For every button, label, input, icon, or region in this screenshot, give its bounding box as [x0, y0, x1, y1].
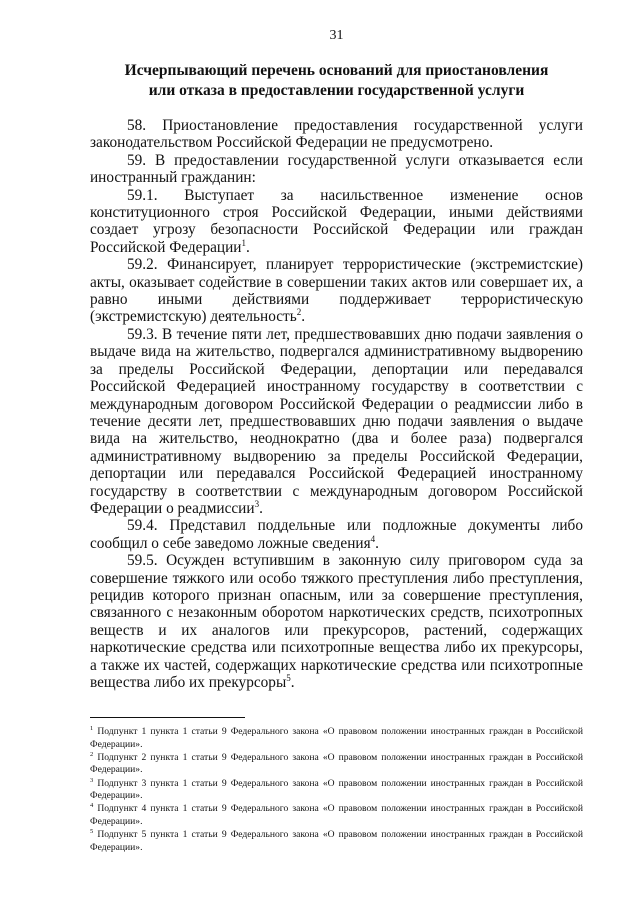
paragraph-59-4 — [90, 517, 583, 552]
footnote-ref: 4 — [370, 533, 376, 544]
paragraph-text: 59.2. Финансирует, планирует террористические (экстремистские) акты, оказывает содействие в совершении таких актов или совершает их, а равно иными действиями поддерживает террористическую (экстремистскую) деятельность — [90, 256, 583, 326]
footnotes — [90, 726, 583, 855]
paragraph-end: . — [245, 238, 250, 256]
footnote-3 — [90, 778, 583, 803]
footnote-text: Подпункт 4 пункта 1 статьи 9 Федерального закона «О правовом положении иностранных граждан в Российской Федерации». — [90, 803, 583, 827]
page-number: 31 — [329, 28, 344, 43]
footnote-text: Подпункт 5 пункта 1 статьи 9 Федерального закона «О правовом положении иностранных граждан в Российской Федерации». — [90, 829, 583, 853]
paragraph-end: . — [259, 499, 263, 517]
footnote-5 — [90, 829, 583, 854]
section-heading-line-2: или отказа в предоставлении государственной услуги — [148, 82, 525, 99]
footnote-number: 3 — [90, 776, 94, 784]
paragraph-59 — [90, 152, 583, 187]
footnote-text: Подпункт 2 пункта 1 статьи 9 Федерального закона «О правовом положении иностранных граждан в Российской Федерации». — [90, 751, 583, 776]
paragraph-end: . — [290, 674, 295, 691]
footnote-text: Подпункт 1 пункта 1 статьи 9 Федерального закона «О правовом положении иностранных граждан в Российской Федерации». — [90, 726, 583, 750]
paragraph-59-1 — [90, 187, 583, 257]
paragraph-text: 58. Приостановление предоставления государственной услуги законодательством Российской Федерации не предусмотрено. — [90, 117, 583, 152]
paragraph-end: . — [375, 534, 379, 552]
paragraph-59-3 — [90, 326, 583, 517]
section-heading-line-1: Исчерпывающий перечень оснований для приостановления — [124, 62, 549, 79]
footnote-ref: 2 — [296, 307, 302, 318]
footnote-divider — [90, 717, 245, 718]
paragraph-text: 59.3. В течение пяти лет, предшествовавших дню подачи заявления о выдаче вида на жительство, подвергался административному выдворению за пределы Российской Федерации, депортации или передавался Российской Федерацией иностранному государству в соответствии с международным договором Российской Федерации о реадмиссии либо в течение десяти лет, предшествовавших дню подачи заявления о выдаче вида на жительство, неоднократно (два и более раза) подвергался административному выдворению за пределы Российской Федерации, депортации или передавался Российской Федерацией иностранному государству в соответствии с международным договором Российской Федерации о реадмиссии — [90, 325, 583, 517]
paragraph-text: 59. В предоставлении государственной услуги отказывается если иностранный гражданин: — [90, 151, 583, 187]
footnote-ref: 3 — [254, 498, 260, 509]
paragraph-58 — [90, 117, 583, 152]
footnote-text: Подпункт 3 пункта 1 статьи 9 Федерального закона «О правовом положении иностранных граждан в Российской Федерации». — [90, 777, 583, 802]
footnote-4 — [90, 803, 583, 828]
footnote-number: 2 — [90, 750, 94, 758]
paragraph-text: 59.4. Представил поддельные или подложные документы либо сообщил о себе заведомо ложные сведения — [90, 517, 583, 552]
footnote-1 — [90, 726, 583, 751]
footnote-ref: 5 — [286, 672, 291, 683]
paragraph-59-2 — [90, 256, 583, 326]
paragraph-text: 59.1. Выступает за насильственное изменение основ конституционного строя Российской Федерации, иными действиями создает угрозу безопасности Российской Федерации или граждан Российской Федерации — [90, 186, 583, 256]
footnote-2 — [90, 752, 583, 777]
footnote-ref: 1 — [241, 237, 246, 248]
body-text — [90, 117, 583, 691]
paragraph-59-5 — [90, 552, 583, 691]
footnote-number: 5 — [90, 827, 94, 835]
footnote-number: 1 — [90, 724, 94, 732]
footnote-number: 4 — [90, 802, 94, 810]
section-heading — [90, 61, 583, 101]
paragraph-end: . — [301, 308, 306, 326]
paragraph-text: 59.5. Осужден вступившим в законную силу приговором суда за совершение тяжкого или особо тяжкого преступления либо преступления, рецидив которого признан опасным, или за совершение преступления, связанного с незаконным оборотом наркотических средств, психотропных веществ и их аналогов или прекурсоров, растений, содержащих наркотические средства или психотропные вещества либо их прекурсоры, а также их частей, содержащих наркотические средства или психотропные вещества либо их прекурсоры — [90, 552, 583, 691]
